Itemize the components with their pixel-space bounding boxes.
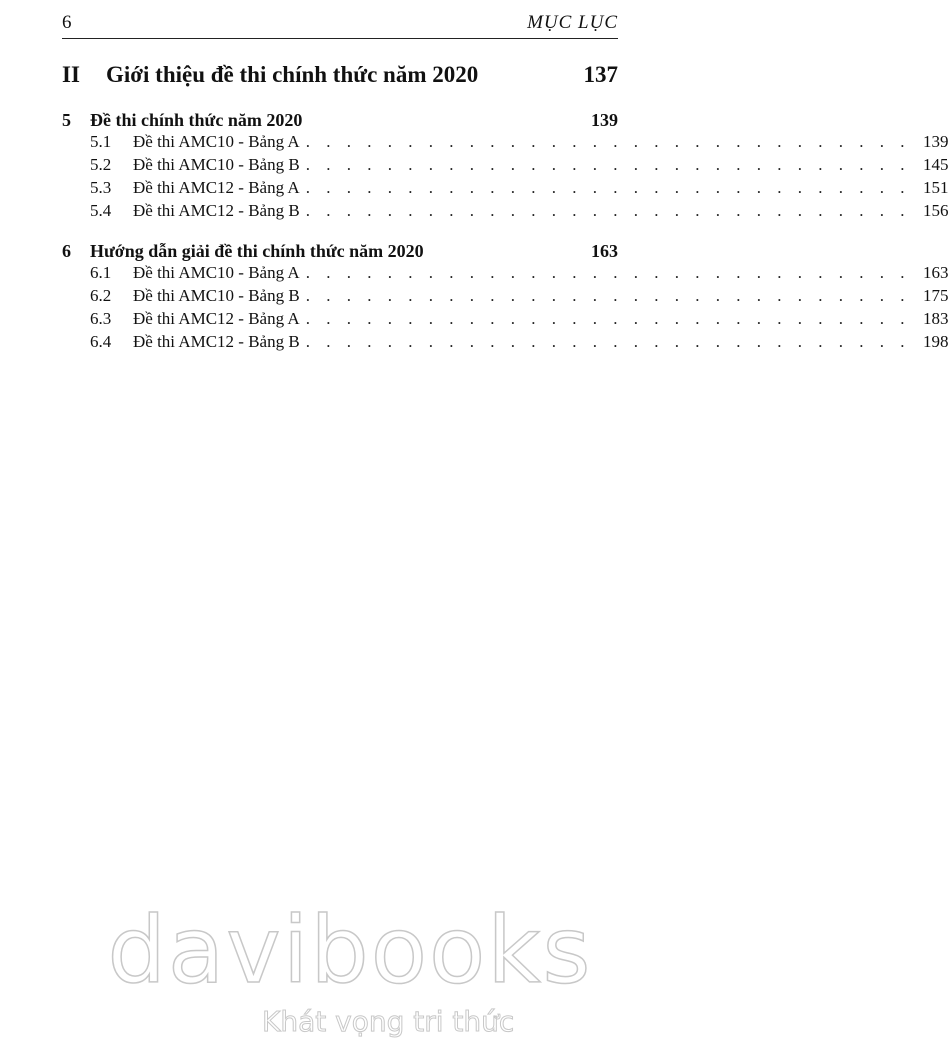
section-page: 175 — [922, 286, 948, 305]
running-header — [62, 10, 618, 39]
chapter-page: 163 — [591, 241, 618, 261]
section-page: 156 — [922, 201, 948, 220]
dot-leader: . . . . . . . . . . . . . . . . . . . . . . . . . . . . . . — [305, 155, 911, 174]
chapter-title: Hướng dẫn giải đề thi chính thức năm 2020 — [90, 241, 424, 261]
section-number: 5.3 — [90, 178, 112, 197]
section-title: Đề thi AMC10 - Bảng B — [133, 155, 300, 174]
chapter-title: Đề thi chính thức năm 2020 — [90, 110, 303, 130]
section-page: 145 — [922, 155, 948, 174]
toc-section-entry[interactable] — [62, 178, 948, 200]
watermark-tagline: Khát vọng tri thức — [262, 1005, 515, 1038]
part-title: Giới thiệu đề thi chính thức năm 2020 — [106, 62, 479, 87]
dot-leader: . . . . . . . . . . . . . . . . . . . . . . . . . . . . . . — [305, 309, 911, 328]
section-page: 139 — [922, 132, 948, 151]
section-number: 6.3 — [90, 309, 112, 328]
section-title: Đề thi AMC12 - Bảng A — [133, 178, 300, 197]
section-number: 5.2 — [90, 155, 112, 174]
dot-leader: . . . . . . . . . . . . . . . . . . . . . . . . . . . . . . — [305, 201, 911, 220]
section-title: Đề thi AMC12 - Bảng B — [133, 201, 300, 220]
part-number: II — [62, 62, 80, 87]
section-title: Đề thi AMC10 - Bảng A — [133, 263, 300, 282]
section-number: 6.1 — [90, 263, 112, 282]
section-page: 183 — [922, 309, 948, 328]
toc-section-entry[interactable] — [62, 332, 948, 354]
toc-section-entry[interactable] — [62, 155, 948, 177]
section-title: Đề thi AMC12 - Bảng B — [133, 332, 300, 351]
toc-chapter-entry[interactable] — [62, 241, 618, 263]
toc-section-entry[interactable] — [62, 201, 948, 223]
part-page: 137 — [583, 62, 618, 87]
toc-section-entry[interactable] — [62, 132, 948, 154]
watermark-logo: davibooks — [107, 897, 593, 1004]
dot-leader: . . . . . . . . . . . . . . . . . . . . . . . . . . . . . . — [305, 132, 911, 151]
dot-leader: . . . . . . . . . . . . . . . . . . . . . . . . . . . . . . — [305, 178, 911, 197]
section-number: 5.1 — [90, 132, 112, 151]
chapter-number: 6 — [62, 241, 71, 261]
chapter-number: 5 — [62, 110, 71, 130]
dot-leader: . . . . . . . . . . . . . . . . . . . . . . . . . . . . . . — [305, 286, 911, 305]
running-title: MỤC LỤC — [527, 12, 618, 33]
section-page: 163 — [922, 263, 948, 282]
section-number: 6.2 — [90, 286, 112, 305]
toc-chapter-entry[interactable] — [62, 110, 618, 132]
page-number: 6 — [62, 12, 72, 33]
dot-leader: . . . . . . . . . . . . . . . . . . . . . . . . . . . . . . — [305, 263, 911, 282]
section-number: 6.4 — [90, 332, 112, 351]
toc-section-entry[interactable] — [62, 263, 948, 285]
toc-section-entry[interactable] — [62, 286, 948, 308]
toc-part-entry[interactable] — [62, 62, 618, 92]
section-title: Đề thi AMC10 - Bảng A — [133, 132, 300, 151]
section-page: 198 — [922, 332, 948, 351]
section-number: 5.4 — [90, 201, 112, 220]
dot-leader: . . . . . . . . . . . . . . . . . . . . . . . . . . . . . . — [305, 332, 911, 351]
section-page: 151 — [922, 178, 948, 197]
chapter-page: 139 — [591, 110, 618, 130]
watermark — [0, 897, 700, 1038]
section-title: Đề thi AMC12 - Bảng A — [133, 309, 300, 328]
toc-section-entry[interactable] — [62, 309, 948, 331]
section-title: Đề thi AMC10 - Bảng B — [133, 286, 300, 305]
